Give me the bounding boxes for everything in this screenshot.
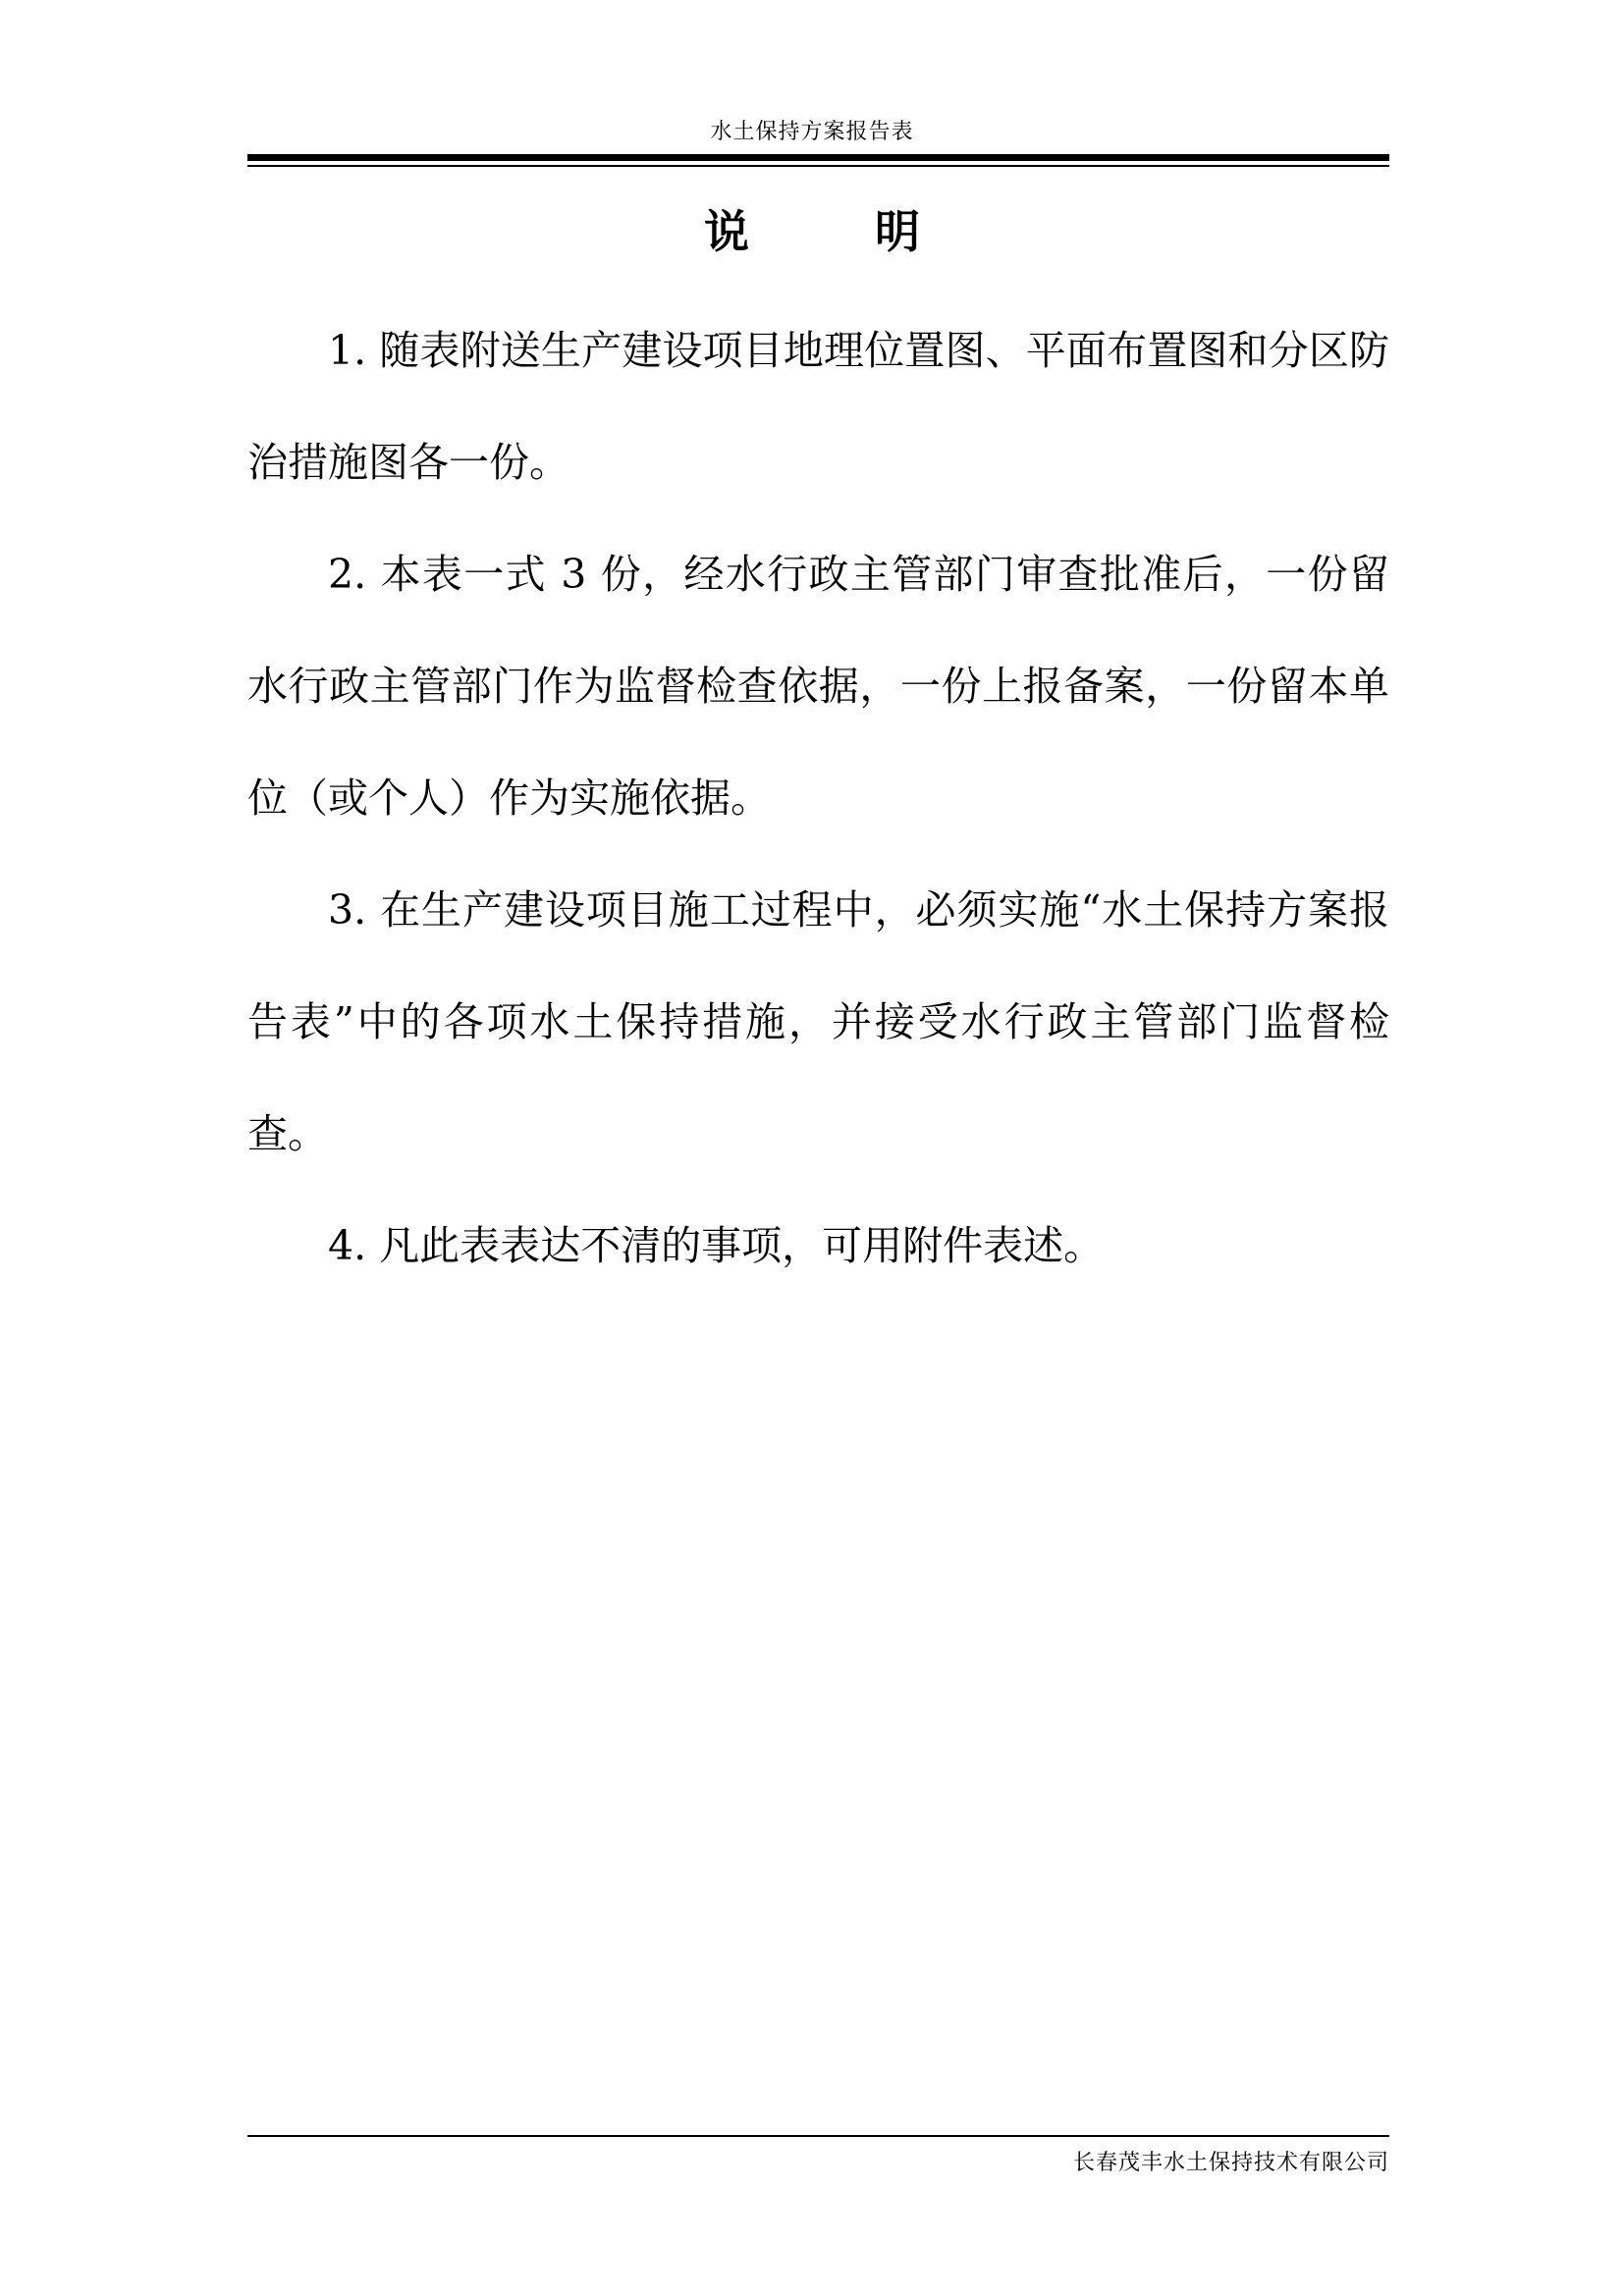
- paragraph-1: 1. 随表附送生产建设项目地理位置图、平面布置图和分区防治措施图各一份。: [247, 327, 1389, 486]
- document-title: 说 明: [703, 205, 921, 258]
- document-body: [247, 294, 1389, 1302]
- footer-divider: [247, 2135, 1389, 2137]
- footer-company: 长春茂丰水土保持技术有限公司: [1072, 2151, 1389, 2175]
- page-header-title: 水土保持方案报告表: [710, 120, 914, 144]
- paragraph-3: 3. 在生产建设项目施工过程中，必须实施“水土保持方案报告表”中的各项水土保持措施，并接受水行政主管部门监督检查。: [247, 886, 1389, 1157]
- header-divider-thick: [247, 154, 1389, 161]
- paragraph-2: 2. 本表一式 3 份，经水行政主管部门审查批准后，一份留水行政主管部门作为监督检查依据，一份上报备案，一份留本单位（或个人）作为实施依据。: [247, 551, 1389, 822]
- header-divider-thin: [247, 165, 1389, 167]
- paragraph-4: 4. 凡此表表达不清的事项，可用附件表述。: [328, 1222, 1105, 1269]
